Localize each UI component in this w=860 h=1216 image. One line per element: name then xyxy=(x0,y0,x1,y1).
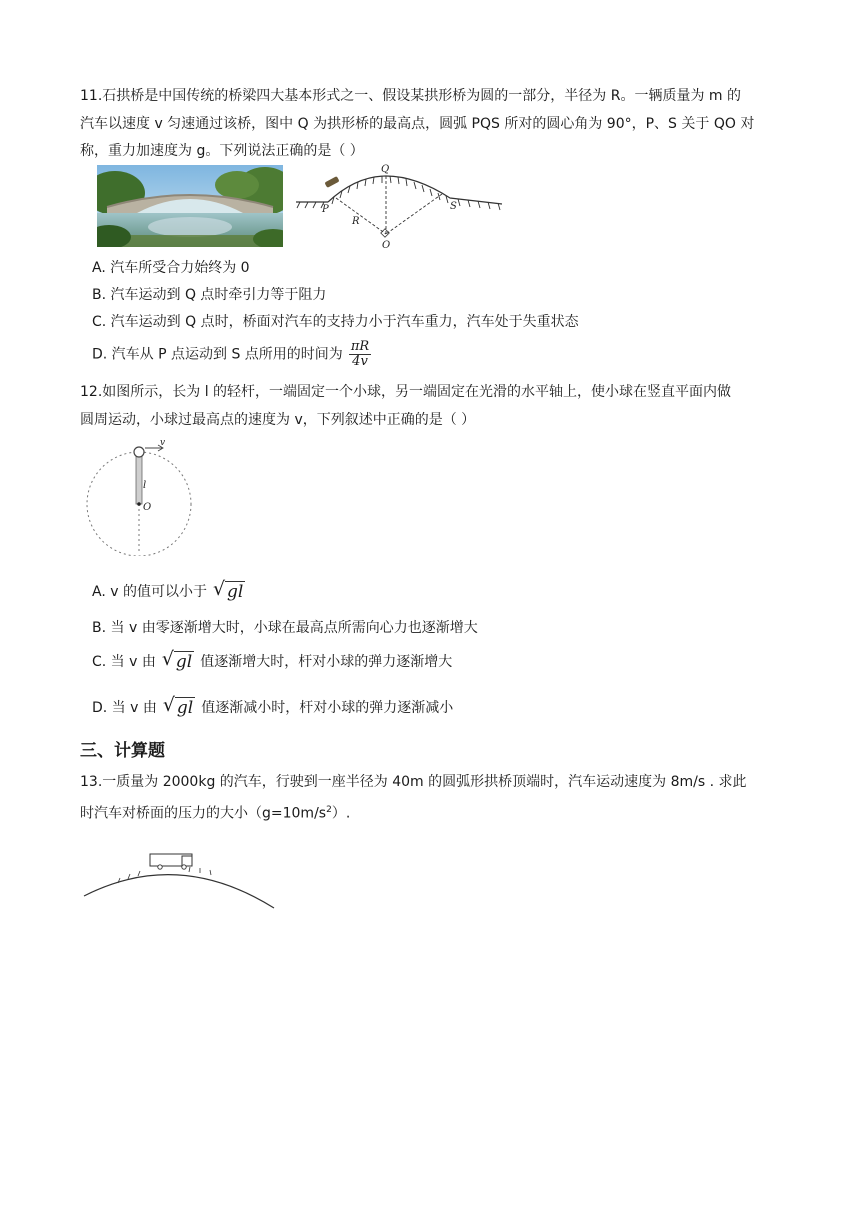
q13-text-line2-post: ）. xyxy=(331,805,351,822)
label-v: v xyxy=(160,438,166,448)
q12-option-d xyxy=(92,696,453,720)
q12-option-d-pre: D. 当 v 由 xyxy=(92,700,157,716)
sqrt-gl: √ gl xyxy=(162,694,194,718)
label-q: Q xyxy=(381,164,390,175)
q13-text-line2-pre: 时汽车对桥面的压力的大小（g=10m/s xyxy=(80,805,327,822)
sqrt-arg: gl xyxy=(226,582,244,602)
label-r: R xyxy=(352,216,360,227)
q13-superscript: 2 xyxy=(326,805,332,815)
q11-text-line1: 11.石拱桥是中国传统的桥梁四大基本形式之一、假设某拱形桥为圆的一部分，半径为 R。一辆质量为 m 的 xyxy=(80,88,741,104)
label-o: O xyxy=(143,502,152,513)
truck-on-arch-diagram xyxy=(80,848,280,914)
q12-option-c-post: 值逐渐增大时，杆对小球的弹力逐渐增大 xyxy=(200,654,453,670)
q12-option-d-post: 值逐渐减小时，杆对小球的弹力逐渐减小 xyxy=(201,700,454,716)
fraction-pir-4v xyxy=(349,340,371,369)
fraction-numerator: πR xyxy=(350,339,370,354)
q12-option-a-text: A. v 的值可以小于 xyxy=(92,584,207,600)
sqrt-arg: gl xyxy=(176,698,194,718)
sqrt-arg: gl xyxy=(175,652,193,672)
q11-option-d xyxy=(92,340,371,369)
rod-ball-circle-diagram xyxy=(80,436,200,556)
q11-option-a: A. 汽车所受合力始终为 0 xyxy=(92,260,250,276)
arch-bridge-diagram xyxy=(292,162,504,252)
sqrt-gl: √ gl xyxy=(212,578,244,602)
q12-option-a xyxy=(92,580,251,604)
stone-bridge-photo xyxy=(97,165,283,247)
label-o: O xyxy=(382,240,391,251)
q12-option-b: B. 当 v 由零逐渐增大时，小球在最高点所需向心力也逐渐增大 xyxy=(92,620,478,636)
q11-option-b: B. 汽车运动到 Q 点时牵引力等于阻力 xyxy=(92,287,327,303)
sqrt-gl: √ gl xyxy=(161,648,193,672)
q12-text-line2: 圆周运动，小球过最高点的速度为 v，下列叙述中正确的是（ ） xyxy=(80,412,476,428)
q11-text-line3: 称，重力加速度为 g。下列说法正确的是（ ） xyxy=(80,143,364,159)
q11-option-d-text: D. 汽车从 P 点运动到 S 点所用的时间为 xyxy=(92,346,343,363)
q13-text-line1: 13.一质量为 2000kg 的汽车，行驶到一座半径为 40m 的圆弧形拱桥顶端时，汽车运动速度为 8m/s . 求此 xyxy=(80,774,747,790)
fraction-denominator: 4v xyxy=(352,354,368,369)
label-p: P xyxy=(322,204,329,215)
label-l: l xyxy=(143,480,147,491)
q12-text-line1: 12.如图所示，长为 l 的轻杆，一端固定一个小球，另一端固定在光滑的水平轴上，使小球在竖直平面内做 xyxy=(80,384,732,400)
q13-text-line2 xyxy=(80,800,350,824)
q12-option-c xyxy=(92,650,452,674)
q11-text-line2: 汽车以速度 v 匀速通过该桥，图中 Q 为拱形桥的最高点，圆弧 PQS 所对的圆心角为 90°，P、S 关于 QO 对 xyxy=(80,116,755,132)
section-title: 三、计算题 xyxy=(80,741,165,761)
q11-option-c: C. 汽车运动到 Q 点时，桥面对汽车的支持力小于汽车重力，汽车处于失重状态 xyxy=(92,314,579,330)
label-s: S xyxy=(450,201,457,212)
q12-option-c-pre: C. 当 v 由 xyxy=(92,654,156,670)
